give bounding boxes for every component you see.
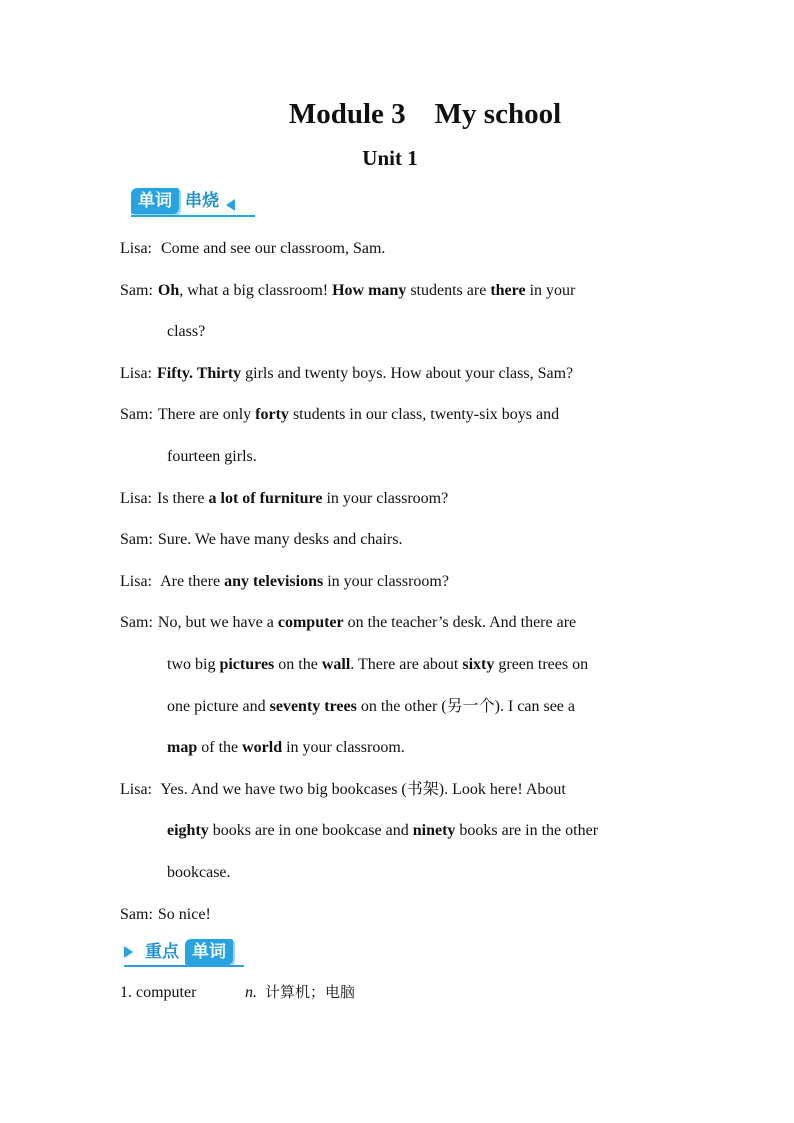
key-word: How many [332,281,407,299]
dialog-text: in your classroom? [322,489,449,507]
dialog-line-continued [120,436,690,478]
page-title: Module 3 My school [288,98,562,130]
speaker-label: Sam: [120,905,153,923]
speaker-label: Lisa: [120,240,152,257]
dialog-text: one picture and [167,697,270,715]
dialog-text: girls and twenty boys. How about your class, Sam? [241,364,574,382]
key-word: computer [277,614,344,632]
section-banner-key-words [124,938,233,966]
key-word: sixty [462,655,495,673]
dialog-text: on the other (另一个). I can see a [356,697,576,715]
dialog-text: on the teacher’s desk. And there are [343,614,577,632]
key-word: world [242,739,283,757]
dialog-text: students are [406,281,491,299]
speaker-label: Sam: [120,406,153,424]
dialog-text: So nice! [157,905,211,923]
dialog-line [120,894,690,936]
banner-highlight: 单词 [131,188,179,214]
dialogue [120,228,690,935]
key-word: forty [255,406,289,424]
dialog-text: books are in one bookcase and [208,822,413,840]
key-word: map [167,739,198,757]
dialog-text: students in our class, twenty-six boys and [288,406,560,424]
dialog-line-continued [120,727,690,769]
banner-plain: 重点 [145,942,179,962]
dialog-text: green trees on [494,655,589,673]
dialog-line-continued [120,810,690,852]
key-word: pictures [219,655,275,673]
key-word: seventy trees [269,697,357,715]
dialog-text: No, but we have a [157,614,278,632]
vocab-part-of-speech: n. [245,984,257,1001]
speaker-label: Lisa: [120,572,152,590]
unit-title: Unit 1 [362,146,418,170]
dialog-line-continued [120,644,690,686]
section-banner-words-chain [131,187,235,215]
dialog-line [120,769,690,811]
dialog-text: , what a big classroom! [179,281,333,299]
dialog-text: class? [167,323,206,341]
key-word: any televisions [224,572,324,590]
triangle-right-icon [124,946,133,958]
key-word: eighty [167,822,209,840]
dialog-text: two big [167,655,220,673]
dialog-text: in your classroom. [282,739,405,757]
speaker-label: Lisa: [120,364,152,382]
vocab-meaning: 计算机；电脑 [265,983,356,1001]
key-word: ninety [412,822,456,840]
banner-underline [131,215,255,217]
speaker-label: Sam: [120,614,153,632]
dialog-line-continued [120,686,690,728]
speaker-label: Sam: [120,531,153,549]
dialog-line [120,561,690,603]
dialog-text: Is there [157,489,209,507]
speaker-label: Lisa: [120,489,152,507]
vocab-word: 1. computer [120,984,197,1001]
dialog-text: . There are about [350,655,463,673]
dialog-line [120,353,690,395]
key-word: there [490,281,526,299]
vocab-item [120,978,355,1007]
dialog-line [120,602,690,644]
dialog-text: fourteen girls. [167,447,257,465]
dialog-text: Are there [157,572,225,590]
speaker-label: Lisa: [120,780,152,798]
key-word: Oh [157,281,180,299]
dialog-line [120,228,690,270]
dialog-line [120,394,690,436]
dialog-text: in your classroom? [323,572,449,590]
vocab-list [120,978,355,1007]
speaker-label: Sam: [120,281,153,299]
dialog-line-continued [120,852,690,894]
dialog-text: There are only [157,406,256,424]
dialog-text: of the [197,739,243,757]
dialog-text: books are in the other [455,822,599,840]
dialog-line [120,270,690,312]
dialog-text: Sure. We have many desks and chairs. [157,531,403,549]
key-word: a lot of furniture [208,489,323,507]
dialog-text: on the [274,655,322,673]
dialog-line-continued [120,311,690,353]
dialog-line [120,519,690,561]
banner-highlight: 单词 [185,939,233,965]
dialog-text: in your [525,281,576,299]
banner-plain: 串烧 [185,191,219,211]
dialog-text: Come and see our classroom, Sam. [157,240,386,257]
triangle-left-icon [226,199,235,211]
dialog-line [120,478,690,520]
dialog-text: bookcase. [167,863,231,881]
key-word: wall [321,655,351,673]
banner-underline [124,965,244,967]
dialog-text: Yes. And we have two big bookcases (书架). Look here! About [157,780,566,798]
key-word: Fifty. Thirty [157,364,242,382]
